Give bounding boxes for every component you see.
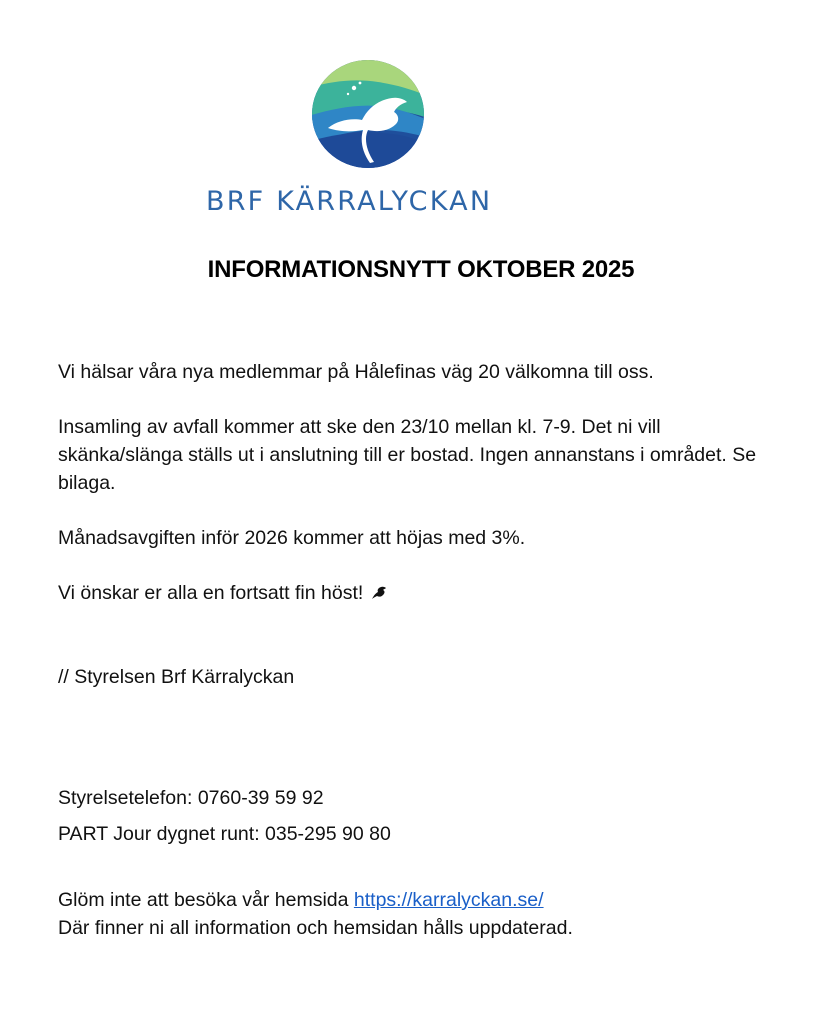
fee-paragraph: Månadsavgiften inför 2026 kommer att höjas med 3%.: [58, 527, 526, 549]
leaf-logo-icon: [308, 58, 428, 170]
logo-text: BRF KÄRRALYCKAN: [206, 186, 493, 217]
autumn-greeting: [58, 579, 387, 607]
signature: // Styrelsen Brf Kärralyckan: [58, 666, 295, 688]
page-title: INFORMATIONSNYTT OKTOBER 2025: [207, 256, 635, 283]
website-note: Där finner ni all information och hemsidan hålls uppdaterad.: [58, 917, 573, 939]
website-intro: Glöm inte att besöka vår hemsida: [58, 889, 354, 911]
logo: [0, 58, 819, 218]
board-phone: Styrelsetelefon: 0760-39 59 92: [58, 787, 324, 809]
part-jour-phone: PART Jour dygnet runt: 035-295 90 80: [58, 823, 391, 845]
website-link[interactable]: https://karralyckan.se/: [353, 889, 544, 911]
website-line: [58, 886, 544, 914]
welcome-paragraph: Vi hälsar våra nya medlemmar på Hålefinas väg 20 välkomna till oss.: [58, 361, 654, 383]
leaf-icon: [371, 586, 387, 600]
autumn-greeting-text: Vi önskar er alla en fortsatt fin höst!: [58, 582, 364, 604]
waste-collection-paragraph: Insamling av avfall kommer att ske den 23/10 mellan kl. 7-9. Det ni vill skänka/slänga ställs ut i anslutning till er bostad. Ingen annanstans i området. Se bilaga.: [58, 416, 757, 494]
